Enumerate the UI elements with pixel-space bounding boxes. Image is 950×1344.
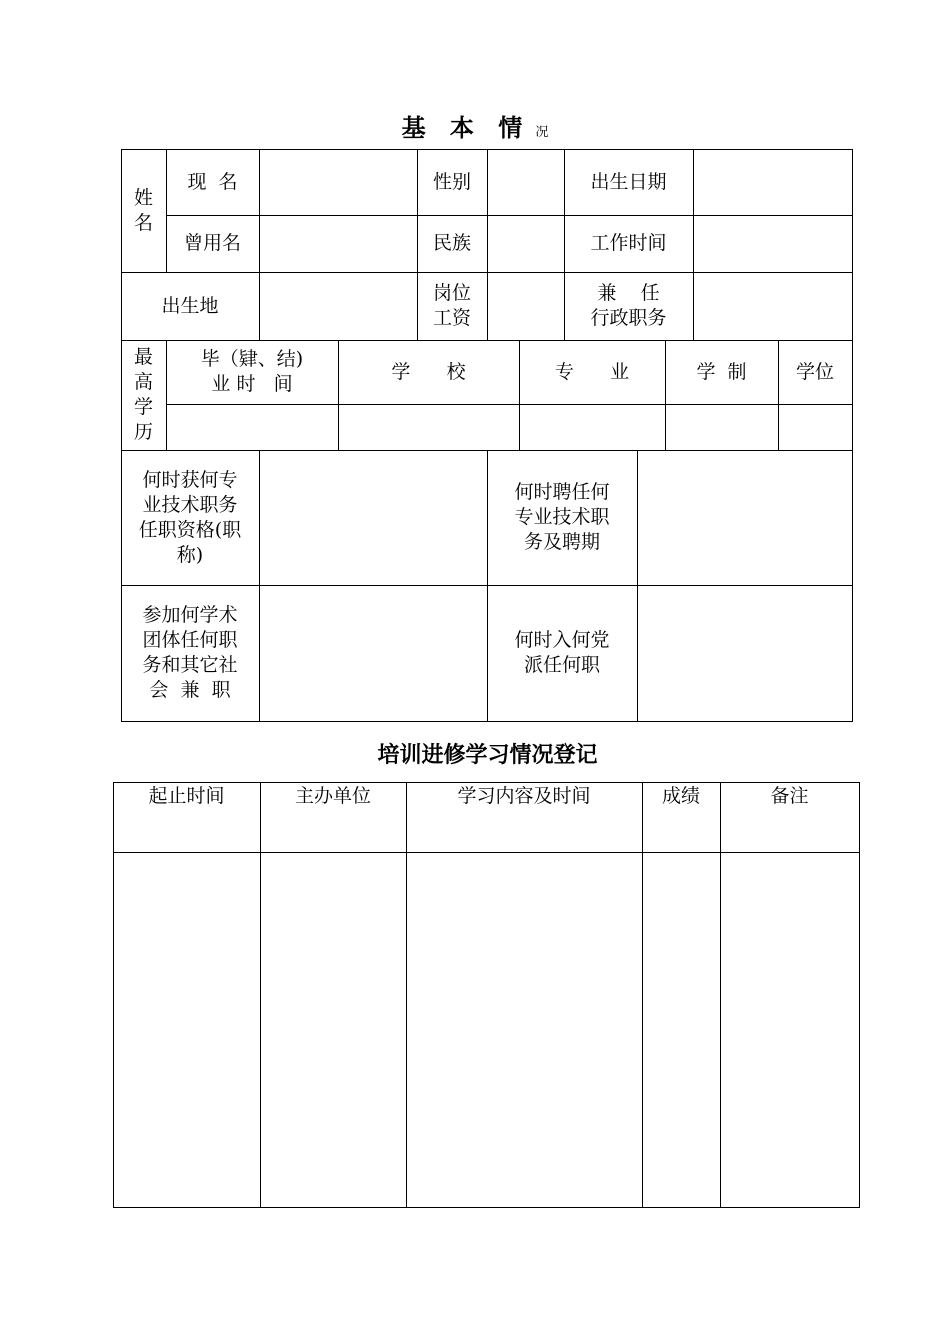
post-salary-label: 岗位 工资 <box>432 282 471 329</box>
ethnicity-label: 民族 <box>432 232 471 254</box>
training-header-score: 成绩 <box>661 785 700 807</box>
major-label: 专 业 <box>554 360 630 383</box>
school-label: 学 校 <box>391 360 466 383</box>
former-name-label: 曾用名 <box>183 232 241 254</box>
current-name-label: 现 名 <box>187 170 238 193</box>
basic-info-title-suffix: 况 <box>535 125 549 140</box>
duration-label: 学 制 <box>696 360 747 383</box>
title-qualification-label: 何时获何专 业技术职务 任职资格(职 称) <box>138 468 242 566</box>
title-employment-label: 何时聘任何 专业技术职 务及聘期 <box>514 481 610 553</box>
concurrent-post-label: 兼 任 行政职务 <box>590 282 667 329</box>
graduation-time-label: 毕（肄、结) 业 时 间 <box>200 348 304 395</box>
training-header-period: 起止时间 <box>148 785 225 807</box>
gender-label: 性别 <box>432 170 471 193</box>
basic-info-title <box>0 108 950 143</box>
basic-info-title-main: 基 本 情 <box>401 113 531 142</box>
degree-label: 学位 <box>795 360 834 383</box>
party-label: 何时入何党 派任何职 <box>514 629 610 676</box>
training-header-organizer: 主办单位 <box>294 785 371 807</box>
academic-roles-label: 参加何学术 团体任何职 务和其它社 会 兼 职 <box>142 604 238 701</box>
education-group-label: 最 高 学 历 <box>133 346 153 443</box>
birth-date-label: 出生日期 <box>590 170 667 193</box>
training-header-content: 学习内容及时间 <box>457 785 591 807</box>
name-group-label: 姓 名 <box>133 186 153 234</box>
work-start-label: 工作时间 <box>590 232 667 254</box>
birthplace-label: 出生地 <box>161 294 219 317</box>
training-title: 培训进修学习情况登记 <box>377 742 598 768</box>
training-header-notes: 备注 <box>770 785 809 807</box>
